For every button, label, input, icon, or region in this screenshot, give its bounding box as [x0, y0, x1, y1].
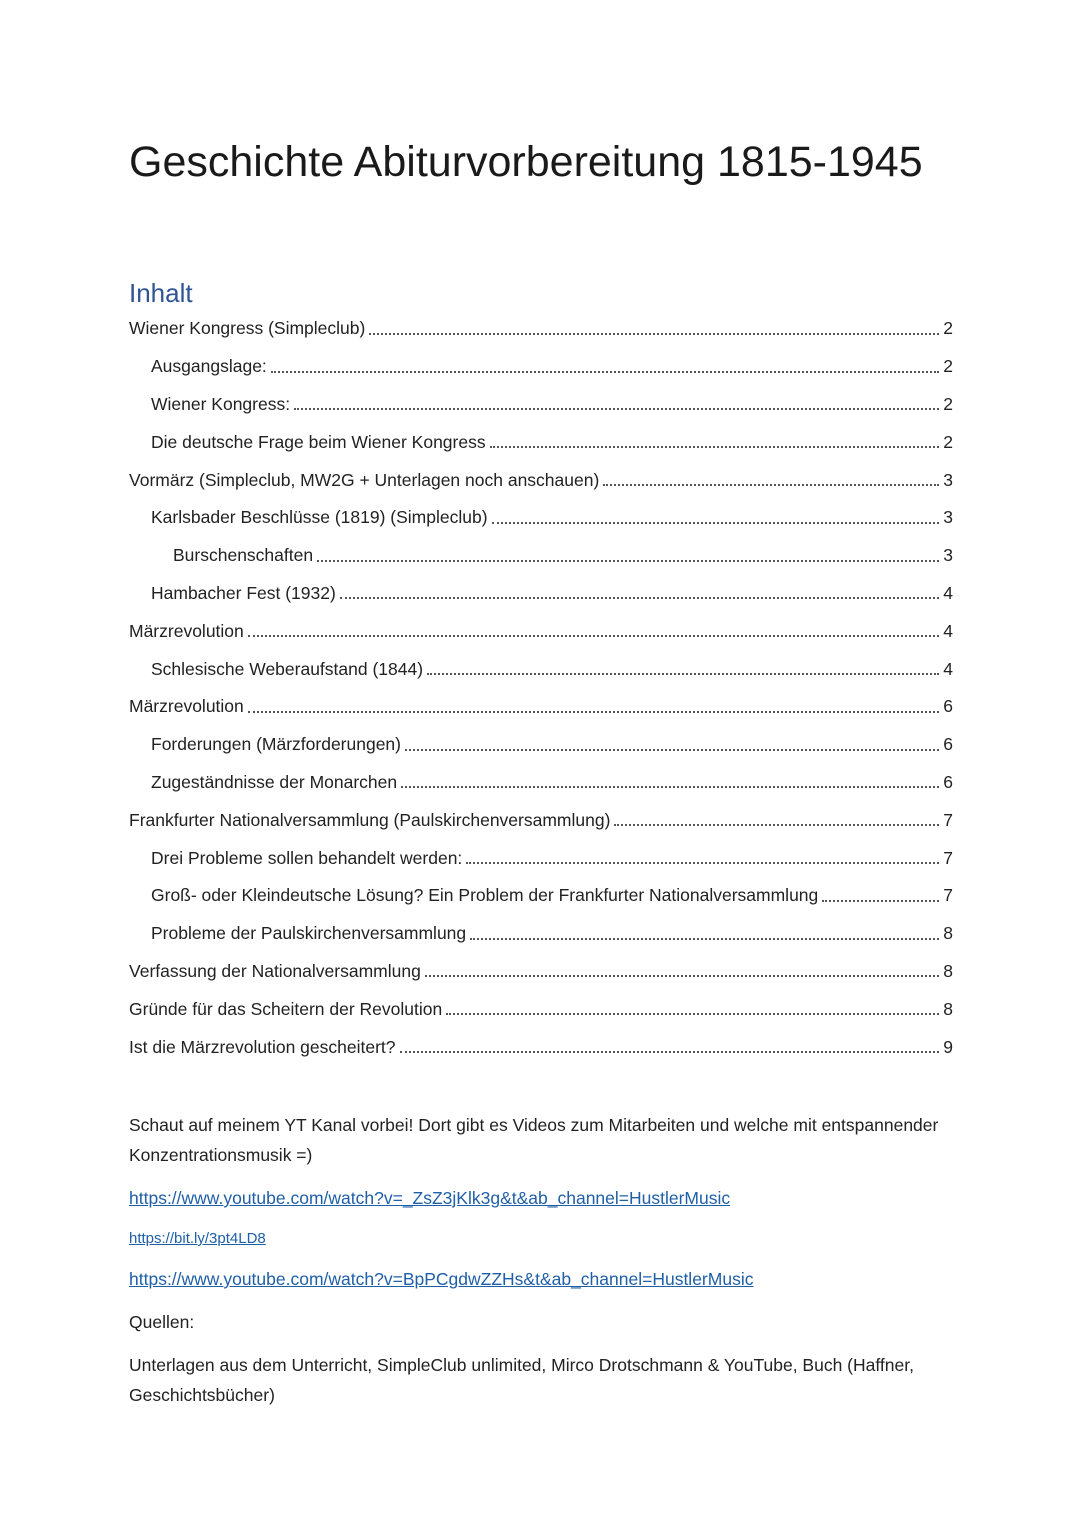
- toc-page-number: 6: [943, 734, 953, 755]
- toc-entry-text: Burschenschaften: [173, 545, 314, 566]
- toc-entry[interactable]: [129, 839, 953, 877]
- toc-page-number: 2: [943, 431, 953, 452]
- toc-entry-text: Wiener Kongress (Simpleclub): [129, 318, 366, 339]
- toc-entry[interactable]: [129, 953, 953, 991]
- toc-leader-dots: [614, 824, 939, 826]
- toc-leader-dots: [603, 484, 939, 486]
- toc-leader-dots: [340, 597, 939, 599]
- toc-entry[interactable]: [129, 423, 953, 461]
- toc-entry[interactable]: [129, 764, 953, 802]
- toc-leader-dots: [400, 1051, 940, 1053]
- toc-entry[interactable]: [129, 537, 953, 575]
- toc-leader-dots: [405, 749, 939, 751]
- toc-entry-text: Vormärz (Simpleclub, MW2G + Unterlagen noch anschauen): [129, 469, 600, 490]
- sources-label: Quellen:: [129, 1312, 195, 1332]
- toc-leader-dots: [271, 371, 939, 373]
- toc-entry-text: Ist die Märzrevolution gescheitert?: [129, 1036, 396, 1057]
- toc-page-number: 8: [943, 998, 953, 1019]
- toc-leader-dots: [401, 786, 939, 788]
- toc-leader-dots: [248, 711, 939, 713]
- toc-entry-text: Verfassung der Nationalversammlung: [129, 960, 421, 981]
- toc-leader-dots: [317, 560, 939, 562]
- youtube-link-1[interactable]: https://www.youtube.com/watch?v=_ZsZ3jKlk3g&t&ab_channel=HustlerMusic: [129, 1188, 731, 1208]
- toc-leader-dots: [425, 975, 939, 977]
- toc-entry-text: Die deutsche Frage beim Wiener Kongress: [151, 431, 486, 452]
- toc-leader-dots: [369, 333, 939, 335]
- sources-paragraph: Unterlagen aus dem Unterricht, SimpleClub unlimited, Mirco Drotschmann & YouTube, Buch (Haffner, Geschichtsbücher): [129, 1355, 914, 1405]
- toc-entry-text: Gründe für das Scheitern der Revolution: [129, 998, 443, 1019]
- toc-entry-text: Märzrevolution: [129, 696, 244, 717]
- toc-page-number: 9: [943, 1036, 953, 1057]
- toc-entry-text: Wiener Kongress:: [151, 393, 291, 414]
- toc-leader-dots: [427, 673, 939, 675]
- toc-entry-text: Ausgangslage:: [151, 356, 267, 377]
- toc-page-number: 2: [943, 393, 953, 414]
- toc-entry[interactable]: [129, 386, 953, 424]
- toc-page-number: 6: [943, 696, 953, 717]
- toc-heading: Inhalt: [129, 278, 193, 308]
- toc-entry[interactable]: [129, 1028, 953, 1066]
- toc-page-number: 2: [943, 356, 953, 377]
- toc-entry[interactable]: [129, 310, 953, 348]
- toc-entry[interactable]: [129, 688, 953, 726]
- toc-entry-text: Frankfurter Nationalversammlung (Paulskirchenversammlung): [129, 809, 611, 830]
- toc-page-number: 7: [943, 885, 953, 906]
- toc-page-number: 3: [943, 545, 953, 566]
- toc-page-number: 7: [943, 809, 953, 830]
- toc-page-number: 3: [943, 469, 953, 490]
- toc-leader-dots: [470, 938, 939, 940]
- toc-entry[interactable]: [129, 612, 953, 650]
- toc-entry-text: Märzrevolution: [129, 620, 244, 641]
- toc-leader-dots: [466, 862, 939, 864]
- toc-entry[interactable]: [129, 461, 953, 499]
- toc-page-number: 8: [943, 923, 953, 944]
- toc-leader-dots: [822, 900, 939, 902]
- toc-page-number: 4: [943, 620, 953, 641]
- toc-entry[interactable]: [129, 575, 953, 613]
- toc-entry[interactable]: [129, 801, 953, 839]
- toc-entry[interactable]: [129, 650, 953, 688]
- toc-leader-dots: [490, 446, 940, 448]
- toc-page-number: 8: [943, 960, 953, 981]
- toc-leader-dots: [248, 635, 939, 637]
- toc-page-number: 4: [943, 658, 953, 679]
- toc-leader-dots: [446, 1013, 939, 1015]
- toc-entry[interactable]: [129, 726, 953, 764]
- toc-leader-dots: [294, 408, 939, 410]
- toc-entry-text: Zugeständnisse der Monarchen: [151, 771, 398, 792]
- bitly-link[interactable]: https://bit.ly/3pt4LD8: [129, 1230, 266, 1247]
- toc-entry-text: Probleme der Paulskirchenversammlung: [151, 923, 467, 944]
- table-of-contents: [129, 310, 953, 1066]
- document-title: Geschichte Abiturvorbereitung 1815-1945: [129, 138, 923, 186]
- toc-page-number: 7: [943, 847, 953, 868]
- toc-page-number: 3: [943, 507, 953, 528]
- toc-entry[interactable]: [129, 348, 953, 386]
- toc-leader-dots: [492, 522, 940, 524]
- toc-page-number: 6: [943, 771, 953, 792]
- toc-entry[interactable]: [129, 877, 953, 915]
- toc-entry-text: Forderungen (Märzforderungen): [151, 734, 401, 755]
- toc-entry[interactable]: [129, 915, 953, 953]
- promo-paragraph: Schaut auf meinem YT Kanal vorbei! Dort gibt es Videos zum Mitarbeiten und welche mit entspannender Konzentrationsmusik =): [129, 1115, 939, 1165]
- toc-entry-text: Groß- oder Kleindeutsche Lösung? Ein Problem der Frankfurter Nationalversammlung: [151, 885, 819, 906]
- youtube-link-2[interactable]: https://www.youtube.com/watch?v=BpPCgdwZZHs&t&ab_channel=HustlerMusic: [129, 1269, 754, 1289]
- toc-entry[interactable]: [129, 990, 953, 1028]
- toc-entry[interactable]: [129, 499, 953, 537]
- toc-entry-text: Schlesische Weberaufstand (1844): [151, 658, 424, 679]
- toc-page-number: 2: [943, 318, 953, 339]
- toc-entry-text: Drei Probleme sollen behandelt werden:: [151, 847, 463, 868]
- toc-entry-text: Karlsbader Beschlüsse (1819) (Simpleclub): [151, 507, 488, 528]
- toc-entry-text: Hambacher Fest (1932): [151, 582, 336, 603]
- toc-page-number: 4: [943, 582, 953, 603]
